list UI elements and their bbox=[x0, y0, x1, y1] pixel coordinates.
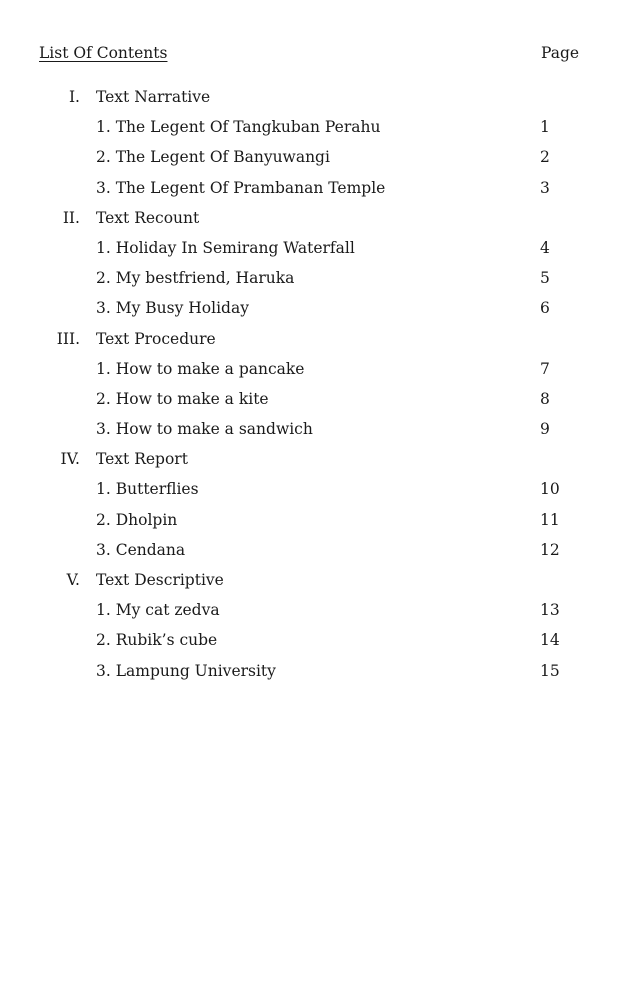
entry-title: 3. Lampung University bbox=[96, 661, 276, 680]
toc-title: List Of Contents bbox=[39, 44, 168, 62]
section-numeral: III. bbox=[56, 329, 80, 348]
toc-section-row bbox=[0, 85, 638, 115]
toc-entry-row bbox=[0, 628, 638, 658]
page-column-label: Page bbox=[541, 44, 580, 62]
table-of-contents bbox=[0, 85, 638, 689]
toc-entry-row bbox=[0, 176, 638, 206]
entry-page-number: 6 bbox=[540, 299, 550, 318]
entry-page-number: 13 bbox=[540, 601, 560, 620]
section-numeral: II. bbox=[62, 208, 80, 227]
section-numeral: V. bbox=[66, 571, 80, 589]
toc-entry-row bbox=[0, 145, 638, 175]
entry-page-number: 11 bbox=[540, 510, 560, 529]
section-numeral: I. bbox=[68, 88, 80, 106]
toc-entry-row bbox=[0, 266, 638, 296]
entry-title: 2. Rubik’s cube bbox=[96, 631, 218, 650]
section-title: Text Descriptive bbox=[96, 571, 224, 589]
entry-page-number: 15 bbox=[540, 661, 560, 680]
entry-title: 1. Butterflies bbox=[96, 480, 199, 499]
toc-header bbox=[0, 44, 638, 68]
section-title: Text Narrative bbox=[96, 88, 211, 106]
entry-title: 3. The Legent Of Prambanan Temple bbox=[96, 178, 386, 197]
section-title: Text Procedure bbox=[96, 329, 216, 348]
entry-title: 2. Dholpin bbox=[96, 510, 178, 529]
entry-page-number: 14 bbox=[540, 631, 560, 650]
entry-title: 1. My cat zedva bbox=[96, 601, 220, 620]
entry-page-number: 12 bbox=[540, 540, 560, 559]
entry-page-number: 4 bbox=[540, 238, 550, 257]
toc-entry-row bbox=[0, 236, 638, 266]
entry-page-number: 5 bbox=[540, 269, 550, 288]
toc-entry-row bbox=[0, 417, 638, 447]
entry-page-number: 10 bbox=[540, 480, 560, 499]
toc-section-row bbox=[0, 447, 638, 477]
entry-page-number: 3 bbox=[540, 178, 550, 197]
entry-page-number: 2 bbox=[540, 148, 550, 167]
toc-entry-row bbox=[0, 296, 638, 326]
entry-page-number: 9 bbox=[540, 420, 550, 439]
toc-entry-row bbox=[0, 538, 638, 568]
toc-section-row bbox=[0, 568, 638, 598]
entry-title: 3. How to make a sandwich bbox=[96, 420, 313, 439]
section-title: Text Report bbox=[96, 450, 188, 469]
toc-entry-row bbox=[0, 115, 638, 145]
entry-title: 2. The Legent Of Banyuwangi bbox=[96, 148, 330, 167]
entry-page-number: 8 bbox=[540, 389, 550, 408]
toc-entry-row bbox=[0, 598, 638, 628]
entry-page-number: 1 bbox=[540, 118, 550, 137]
entry-title: 3. Cendana bbox=[96, 540, 186, 559]
toc-section-row bbox=[0, 206, 638, 236]
toc-entry-row bbox=[0, 508, 638, 538]
entry-title: 3. My Busy Holiday bbox=[96, 299, 249, 318]
entry-title: 1. The Legent Of Tangkuban Perahu bbox=[96, 118, 381, 137]
section-title: Text Recount bbox=[96, 208, 200, 227]
entry-title: 1. Holiday In Semirang Waterfall bbox=[96, 238, 355, 257]
toc-entry-row bbox=[0, 387, 638, 417]
entry-title: 2. My bestfriend, Haruka bbox=[96, 269, 295, 288]
toc-entry-row bbox=[0, 477, 638, 507]
entry-title: 1. How to make a pancake bbox=[96, 359, 305, 378]
entry-title: 2. How to make a kite bbox=[96, 389, 269, 408]
toc-section-row bbox=[0, 327, 638, 357]
toc-entry-row bbox=[0, 357, 638, 387]
entry-page-number: 7 bbox=[540, 359, 550, 378]
section-numeral: IV. bbox=[60, 450, 80, 469]
toc-entry-row bbox=[0, 659, 638, 689]
